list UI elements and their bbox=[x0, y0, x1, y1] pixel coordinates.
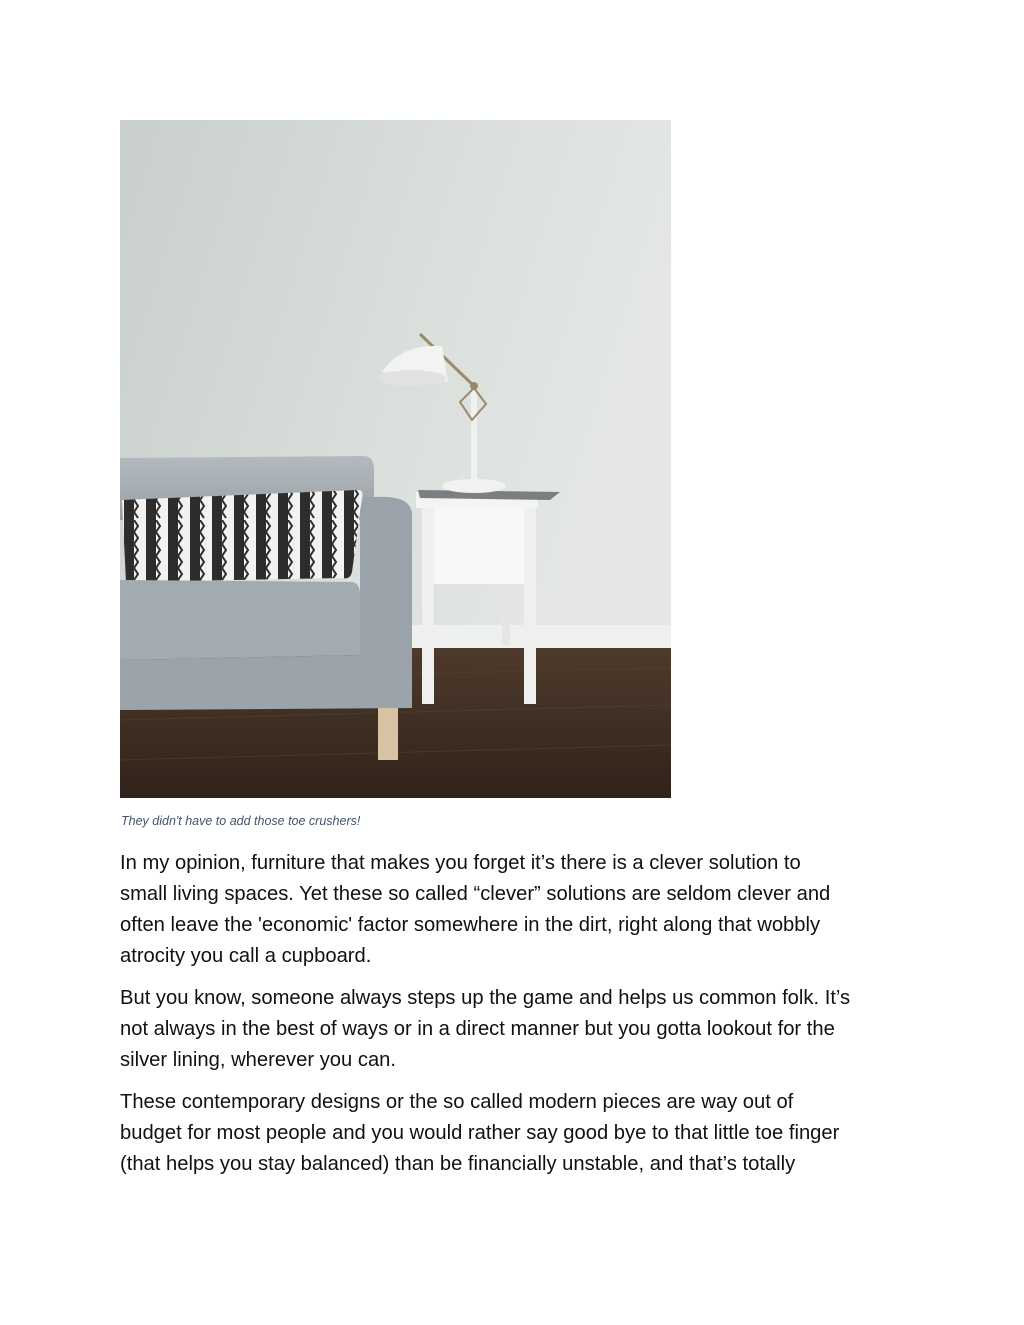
paragraph: These contemporary designs or the so called modern pieces are way out of budget for most people and you would rather say good bye to that little toe finger (that helps you stay balanced) than be financially unstable, and that’s totally bbox=[120, 1091, 840, 1175]
paragraph: In my opinion, furniture that makes you forget it’s there is a clever solution to small living spaces. Yet these so called “clever” solutions are seldom clever and often leave the 'economic' factor somewhere in the dirt, right along that wobbly atrocity you call a cupboard. bbox=[120, 852, 831, 967]
image-caption: They didn't have to add those toe crushers! bbox=[121, 814, 361, 828]
sofa-and-lamp-photo bbox=[120, 120, 671, 798]
paragraph: But you know, someone always steps up the game and helps us common folk. It’s not always in the best of ways or in a direct manner but you gotta lookout for the silver lining, wherever you can. bbox=[120, 987, 851, 1071]
article-body bbox=[120, 848, 920, 1191]
